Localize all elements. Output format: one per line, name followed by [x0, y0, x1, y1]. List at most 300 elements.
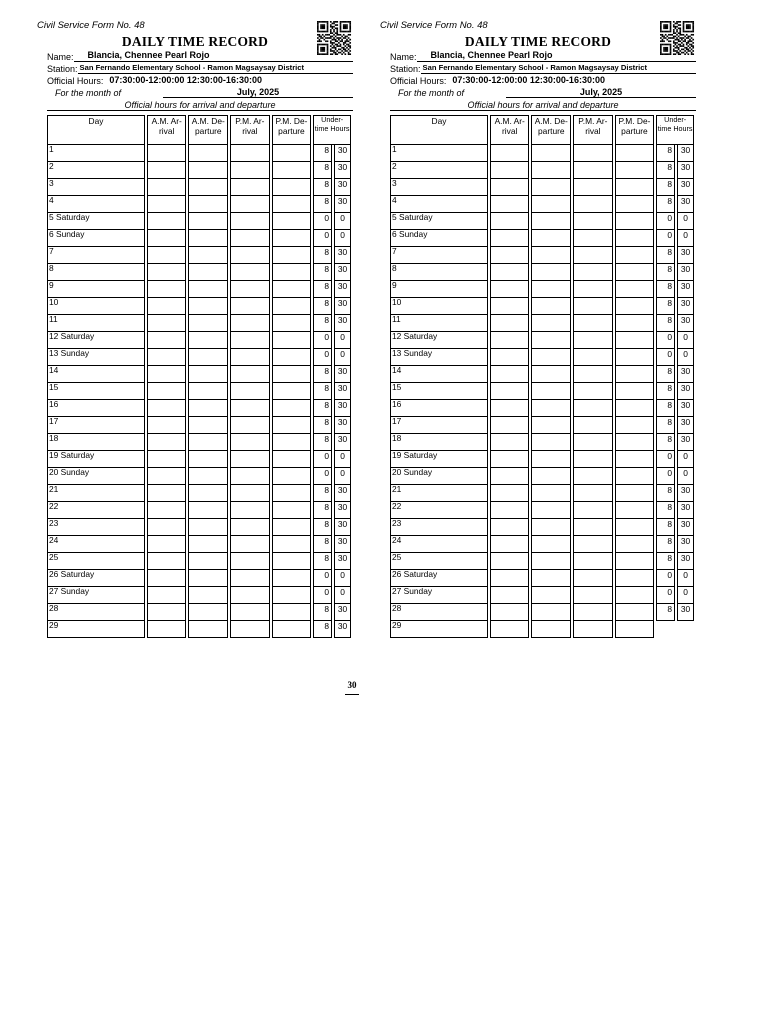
day-cell: 9: [390, 281, 488, 298]
pm-arrival-cell: [573, 553, 612, 570]
undertime-hours-cell: 0: [313, 230, 332, 247]
header-pm-arrival: P.M. Ar- rival: [573, 115, 612, 145]
pm-arrival-cell: [573, 621, 612, 638]
qr-code-icon: [658, 21, 696, 55]
month-value: July, 2025: [506, 87, 696, 98]
qr-code-icon: [315, 21, 353, 55]
table-row: [390, 468, 694, 485]
am-departure-cell: [188, 502, 228, 519]
undertime-minutes-cell: 30: [677, 196, 694, 213]
day-cell: 2: [390, 162, 488, 179]
undertime-hours-cell: 8: [656, 400, 675, 417]
pm-arrival-cell: [573, 400, 612, 417]
am-arrival-cell: [490, 536, 529, 553]
undertime-hours-cell: 8: [313, 400, 332, 417]
am-departure-cell: [531, 485, 571, 502]
undertime-hours-cell: 8: [656, 553, 675, 570]
pm-departure-cell: [272, 553, 312, 570]
undertime-minutes-cell: 30: [334, 553, 351, 570]
undertime-hours-cell: 8: [656, 145, 675, 162]
undertime-minutes-cell: 0: [334, 587, 351, 604]
am-arrival-cell: [490, 468, 529, 485]
undertime-hours-cell: 8: [656, 179, 675, 196]
name-value: Blancia, Chennee Pearl Rojo: [417, 50, 696, 62]
am-departure-cell: [531, 349, 571, 366]
am-departure-cell: [188, 519, 228, 536]
pm-arrival-cell: [573, 213, 612, 230]
hours-note: Official hours for arrival and departure: [467, 100, 619, 110]
undertime-minutes-cell: 0: [677, 332, 694, 349]
undertime-minutes-cell: 30: [677, 315, 694, 332]
am-departure-cell: [188, 315, 228, 332]
pm-arrival-cell: [230, 230, 269, 247]
table-row: [390, 162, 694, 179]
am-arrival-cell: [147, 179, 186, 196]
am-departure-cell: [188, 451, 228, 468]
table-row: [390, 434, 694, 451]
undertime-minutes-cell: 0: [677, 468, 694, 485]
am-departure-cell: [188, 349, 228, 366]
am-departure-cell: [188, 179, 228, 196]
day-cell: 16: [47, 400, 145, 417]
am-departure-cell: [531, 400, 571, 417]
form-title: DAILY TIME RECORD: [464, 34, 612, 49]
undertime-hours-cell: 8: [313, 434, 332, 451]
day-cell: 10: [47, 298, 145, 315]
undertime-hours-cell: 0: [313, 213, 332, 230]
day-cell: 16: [390, 400, 488, 417]
am-departure-cell: [531, 604, 571, 621]
undertime-minutes-cell: 30: [677, 417, 694, 434]
am-arrival-cell: [147, 587, 186, 604]
name-label: Name:: [390, 52, 417, 62]
undertime-minutes-cell: 30: [677, 247, 694, 264]
undertime-hours-cell: 0: [313, 587, 332, 604]
undertime-hours-cell: 8: [656, 247, 675, 264]
name-row: [390, 50, 696, 62]
time-record-table: [45, 115, 353, 638]
am-departure-cell: [531, 366, 571, 383]
undertime-minutes-cell: 30: [334, 366, 351, 383]
undertime-minutes-cell: 30: [334, 247, 351, 264]
header-day: Day: [390, 115, 488, 145]
am-arrival-cell: [147, 383, 186, 400]
am-arrival-cell: [490, 315, 529, 332]
am-departure-cell: [188, 298, 228, 315]
pm-departure-cell: [272, 213, 312, 230]
undertime-hours-cell: 8: [656, 519, 675, 536]
undertime-minutes-cell: 30: [334, 485, 351, 502]
undertime-hours-cell: 8: [313, 502, 332, 519]
undertime-minutes-cell: 30: [334, 621, 351, 638]
day-cell: 12 Saturday: [47, 332, 145, 349]
am-arrival-cell: [490, 230, 529, 247]
undertime-hours-cell: 0: [656, 468, 675, 485]
day-cell: 24: [47, 536, 145, 553]
pm-arrival-cell: [230, 570, 269, 587]
pm-departure-cell: [615, 196, 655, 213]
table-row: [390, 145, 694, 162]
am-arrival-cell: [147, 145, 186, 162]
undertime-minutes-cell: 30: [334, 196, 351, 213]
table-row: [47, 145, 351, 162]
day-cell: 6 Sunday: [47, 230, 145, 247]
am-arrival-cell: [147, 349, 186, 366]
am-arrival-cell: [147, 536, 186, 553]
undertime-minutes-cell: 0: [677, 451, 694, 468]
month-label: For the month of: [398, 88, 465, 98]
pm-departure-cell: [615, 468, 655, 485]
pm-departure-cell: [615, 536, 655, 553]
day-cell: 7: [390, 247, 488, 264]
pm-departure-cell: [615, 281, 655, 298]
pm-arrival-cell: [230, 604, 269, 621]
table-row: [47, 383, 351, 400]
day-cell: 3: [47, 179, 145, 196]
table-row: [390, 213, 694, 230]
undertime-minutes-cell: 0: [334, 213, 351, 230]
undertime-minutes-cell: 30: [334, 145, 351, 162]
undertime-hours-cell: 0: [313, 468, 332, 485]
undertime-hours-cell: 8: [656, 502, 675, 519]
am-arrival-cell: [147, 162, 186, 179]
table-row: [47, 349, 351, 366]
undertime-hours-cell: 0: [656, 332, 675, 349]
table-row: [47, 213, 351, 230]
header-undertime: Under- time Hours: [313, 115, 351, 145]
undertime-hours-cell: 0: [656, 213, 675, 230]
table-row: [47, 485, 351, 502]
day-cell: 29: [47, 621, 145, 638]
table-row: [390, 536, 694, 553]
am-arrival-cell: [147, 417, 186, 434]
day-cell: 18: [47, 434, 145, 451]
day-cell: 23: [390, 519, 488, 536]
undertime-hours-cell: 0: [656, 570, 675, 587]
pm-departure-cell: [272, 485, 312, 502]
am-arrival-cell: [147, 485, 186, 502]
am-departure-cell: [531, 332, 571, 349]
undertime-minutes-cell: 0: [677, 349, 694, 366]
am-departure-cell: [188, 230, 228, 247]
pm-departure-cell: [272, 570, 312, 587]
undertime-hours-cell: 8: [313, 553, 332, 570]
am-departure-cell: [531, 417, 571, 434]
undertime-minutes-cell: 30: [677, 298, 694, 315]
day-cell: 11: [390, 315, 488, 332]
am-arrival-cell: [490, 417, 529, 434]
am-departure-cell: [188, 604, 228, 621]
am-departure-cell: [188, 332, 228, 349]
table-row: [390, 553, 694, 570]
am-departure-cell: [188, 536, 228, 553]
table-row: [390, 570, 694, 587]
day-cell: 24: [390, 536, 488, 553]
undertime-minutes-cell: 0: [334, 230, 351, 247]
undertime-hours-cell: 0: [656, 349, 675, 366]
day-cell: 22: [390, 502, 488, 519]
header-day: Day: [47, 115, 145, 145]
am-departure-cell: [188, 213, 228, 230]
am-departure-cell: [188, 162, 228, 179]
pm-arrival-cell: [573, 366, 612, 383]
am-arrival-cell: [147, 264, 186, 281]
undertime-hours-cell: 8: [313, 145, 332, 162]
month-label: For the month of: [55, 88, 122, 98]
undertime-minutes-cell: 0: [334, 451, 351, 468]
am-arrival-cell: [490, 502, 529, 519]
pm-arrival-cell: [230, 417, 269, 434]
am-departure-cell: [531, 247, 571, 264]
pm-arrival-cell: [573, 179, 612, 196]
pm-arrival-cell: [573, 332, 612, 349]
station-label: Station:: [390, 64, 421, 74]
am-departure-cell: [188, 553, 228, 570]
hours-value: 07:30:00-12:00:00 12:30:00-16:30:00: [109, 75, 262, 85]
pm-departure-cell: [615, 247, 655, 264]
am-arrival-cell: [147, 213, 186, 230]
table-row: [47, 434, 351, 451]
undertime-minutes-cell: 30: [677, 485, 694, 502]
pm-arrival-cell: [573, 485, 612, 502]
undertime-minutes-cell: 30: [334, 604, 351, 621]
day-cell: 9: [47, 281, 145, 298]
pm-arrival-cell: [573, 145, 612, 162]
pm-arrival-cell: [573, 264, 612, 281]
undertime-minutes-cell: 30: [334, 315, 351, 332]
day-cell: 23: [47, 519, 145, 536]
pm-departure-cell: [615, 417, 655, 434]
undertime-minutes-cell: 30: [677, 366, 694, 383]
undertime-hours-cell: 8: [656, 485, 675, 502]
pm-departure-cell: [272, 315, 312, 332]
pm-departure-cell: [272, 383, 312, 400]
pm-arrival-cell: [230, 536, 269, 553]
total-undertime: 30: [345, 679, 359, 695]
pm-departure-cell: [272, 587, 312, 604]
undertime-hours-cell: 8: [313, 298, 332, 315]
pm-arrival-cell: [230, 587, 269, 604]
day-cell: 7: [47, 247, 145, 264]
am-arrival-cell: [147, 281, 186, 298]
day-cell: 26 Saturday: [390, 570, 488, 587]
undertime-minutes-cell: 0: [677, 230, 694, 247]
undertime-minutes-cell: 0: [334, 468, 351, 485]
undertime-minutes-cell: 30: [677, 604, 694, 621]
am-departure-cell: [188, 621, 228, 638]
table-row: [47, 196, 351, 213]
name-row: [47, 50, 353, 62]
undertime-hours-cell: 8: [313, 383, 332, 400]
table-row: [390, 587, 694, 604]
table-row: [390, 247, 694, 264]
undertime-hours-cell: 0: [313, 451, 332, 468]
undertime-minutes-cell: 30: [677, 519, 694, 536]
header-am-arrival: A.M. Ar- rival: [147, 115, 186, 145]
pm-departure-cell: [615, 587, 655, 604]
undertime-minutes-cell: 30: [334, 264, 351, 281]
table-row: [390, 621, 694, 638]
table-row: [47, 281, 351, 298]
day-cell: 27 Sunday: [390, 587, 488, 604]
undertime-minutes-cell: 30: [334, 502, 351, 519]
am-departure-cell: [531, 502, 571, 519]
pm-departure-cell: [272, 349, 312, 366]
day-cell: 1: [390, 145, 488, 162]
pm-departure-cell: [615, 485, 655, 502]
table-row: [390, 230, 694, 247]
hours-row: [47, 74, 353, 86]
am-departure-cell: [531, 621, 571, 638]
hours-label: Official Hours:: [390, 76, 447, 86]
am-departure-cell: [531, 587, 571, 604]
pm-arrival-cell: [573, 570, 612, 587]
undertime-hours-cell: 8: [656, 604, 675, 621]
am-departure-cell: [188, 400, 228, 417]
undertime-hours-cell: [656, 621, 675, 638]
pm-departure-cell: [272, 434, 312, 451]
undertime-minutes-cell: 0: [334, 332, 351, 349]
undertime-hours-cell: 8: [313, 315, 332, 332]
undertime-hours-cell: 8: [656, 366, 675, 383]
table-row: [390, 604, 694, 621]
day-cell: 27 Sunday: [47, 587, 145, 604]
am-arrival-cell: [490, 298, 529, 315]
day-cell: 21: [47, 485, 145, 502]
header-am-arrival: A.M. Ar- rival: [490, 115, 529, 145]
am-departure-cell: [531, 570, 571, 587]
pm-arrival-cell: [230, 264, 269, 281]
undertime-hours-cell: 8: [313, 247, 332, 264]
am-arrival-cell: [490, 587, 529, 604]
am-arrival-cell: [147, 332, 186, 349]
am-arrival-cell: [147, 230, 186, 247]
pm-arrival-cell: [230, 366, 269, 383]
pm-departure-cell: [272, 264, 312, 281]
table-row: [47, 179, 351, 196]
undertime-minutes-cell: [677, 621, 694, 638]
am-departure-cell: [188, 247, 228, 264]
day-cell: 8: [390, 264, 488, 281]
table-row: [390, 298, 694, 315]
table-row: [47, 162, 351, 179]
undertime-hours-cell: 8: [313, 519, 332, 536]
table-row: [47, 366, 351, 383]
station-value: San Fernando Elementary School - Ramon Magsaysay District: [421, 62, 696, 74]
am-departure-cell: [531, 553, 571, 570]
am-arrival-cell: [147, 468, 186, 485]
header-am-departure: A.M. De- parture: [531, 115, 571, 145]
undertime-minutes-cell: 0: [677, 213, 694, 230]
pm-arrival-cell: [573, 162, 612, 179]
pm-departure-cell: [615, 298, 655, 315]
table-row: [390, 196, 694, 213]
pm-arrival-cell: [230, 451, 269, 468]
day-cell: 4: [390, 196, 488, 213]
pm-arrival-cell: [230, 247, 269, 264]
form-title: DAILY TIME RECORD: [121, 34, 269, 49]
dtr-form-2: [380, 20, 696, 638]
undertime-hours-cell: 8: [313, 621, 332, 638]
pm-arrival-cell: [573, 298, 612, 315]
undertime-hours-cell: 8: [656, 434, 675, 451]
pm-departure-cell: [615, 570, 655, 587]
am-arrival-cell: [147, 434, 186, 451]
header-pm-departure: P.M. De- parture: [615, 115, 655, 145]
pm-arrival-cell: [573, 587, 612, 604]
undertime-minutes-cell: 30: [334, 536, 351, 553]
am-departure-cell: [531, 519, 571, 536]
undertime-minutes-cell: 30: [677, 502, 694, 519]
am-arrival-cell: [490, 162, 529, 179]
header-pm-arrival: P.M. Ar- rival: [230, 115, 269, 145]
month-value: July, 2025: [163, 87, 353, 98]
pm-arrival-cell: [230, 179, 269, 196]
am-departure-cell: [188, 383, 228, 400]
pm-arrival-cell: [573, 502, 612, 519]
pm-departure-cell: [272, 400, 312, 417]
am-arrival-cell: [147, 400, 186, 417]
undertime-hours-cell: 8: [656, 196, 675, 213]
day-cell: 18: [390, 434, 488, 451]
day-cell: 29: [390, 621, 488, 638]
pm-departure-cell: [272, 196, 312, 213]
am-departure-cell: [531, 179, 571, 196]
am-arrival-cell: [490, 485, 529, 502]
undertime-hours-cell: 0: [313, 332, 332, 349]
am-departure-cell: [531, 536, 571, 553]
pm-arrival-cell: [573, 281, 612, 298]
am-arrival-cell: [490, 366, 529, 383]
table-row: [47, 587, 351, 604]
pm-departure-cell: [615, 332, 655, 349]
am-arrival-cell: [147, 366, 186, 383]
day-cell: 19 Saturday: [47, 451, 145, 468]
am-arrival-cell: [490, 145, 529, 162]
undertime-minutes-cell: 30: [677, 383, 694, 400]
station-label: Station:: [47, 64, 78, 74]
day-cell: 21: [390, 485, 488, 502]
am-departure-cell: [188, 587, 228, 604]
day-cell: 25: [47, 553, 145, 570]
pm-departure-cell: [272, 247, 312, 264]
pm-departure-cell: [615, 145, 655, 162]
day-cell: 14: [390, 366, 488, 383]
undertime-minutes-cell: 30: [677, 536, 694, 553]
pm-departure-cell: [272, 468, 312, 485]
undertime-hours-cell: 0: [656, 230, 675, 247]
undertime-minutes-cell: 30: [334, 298, 351, 315]
undertime-hours-cell: 0: [656, 587, 675, 604]
day-cell: 13 Sunday: [390, 349, 488, 366]
table-row: [47, 604, 351, 621]
pm-departure-cell: [272, 298, 312, 315]
undertime-hours-cell: 8: [313, 162, 332, 179]
day-cell: 1: [47, 145, 145, 162]
undertime-minutes-cell: 30: [334, 417, 351, 434]
am-departure-cell: [188, 485, 228, 502]
pm-arrival-cell: [573, 230, 612, 247]
pm-arrival-cell: [573, 315, 612, 332]
am-departure-cell: [531, 213, 571, 230]
pm-departure-cell: [615, 264, 655, 281]
am-departure-cell: [531, 196, 571, 213]
pm-departure-cell: [615, 621, 655, 638]
hours-row: [390, 74, 696, 86]
pm-departure-cell: [272, 230, 312, 247]
am-departure-cell: [188, 570, 228, 587]
am-arrival-cell: [490, 179, 529, 196]
